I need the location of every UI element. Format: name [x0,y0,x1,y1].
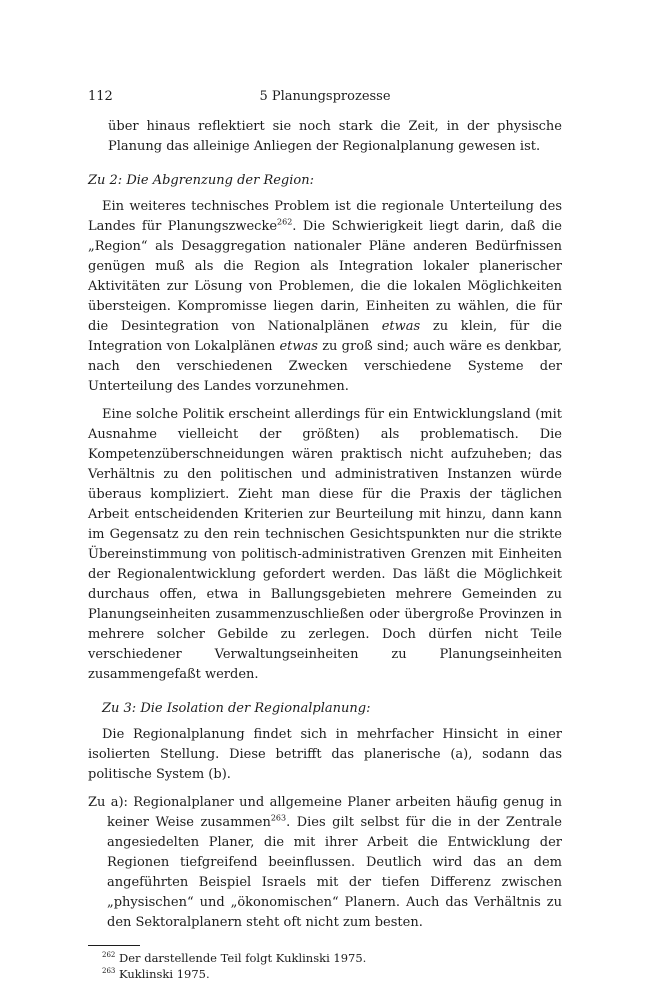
footnote-ref-262[interactable]: 262 [277,217,293,227]
page-number: 112 [88,89,113,104]
section-heading-2: Zu 2: Die Abgrenzung der Region: [88,173,314,188]
section-heading-3: Zu 3: Die Isolation der Regionalplanung: [102,701,371,716]
footnote-263: $^{263}$ Kuklinski 1975. [102,967,210,981]
paragraph-region-division: Ein weiteres technisches Problem ist die regionale Unterteilung des Landes für Planungszwecke$^{262}$. Die Schwierigkeit liegt darin, daß die „Region“ als Desaggregation nationaler Pläne anderen Bedürfnissen genügen muß als die Region als Integration lokaler planerischer Aktivitäten zur Lösung von Problemen, die die lokalen Möglichkeiten übersteigen. Kompromisse liegen darin, Einheiten zu wählen, die für die Desintegration von Nationalplänen etwas zu klein, für die Integration von Lokalplänen etwas zu groß sind; auch wäre es denkbar, nach den verschiedenen Zwecken verschiedene Systeme der Unterteilung des Landes vorzunehmen. [88,199,562,394]
page-body [88,117,562,982]
running-title: 5 Planungsprozesse [259,89,391,104]
continued-paragraph: über hinaus reflektiert sie noch stark die Zeit, in der physische Planung das alleinige Anliegen der Regionalplanung gewesen ist. [108,119,562,154]
footnote-ref-263[interactable]: 263 [270,813,287,823]
footnote-divider [88,945,140,946]
paragraph-isolation: Die Regionalplanung findet sich in mehrfacher Hinsicht in einer isolierten Stellung. Diese betrifft das planerische (a), sodann das politische System (b). [88,727,562,782]
footnote-262: $^{262}$ Der darstellende Teil folgt Kuklinski 1975. [102,951,367,965]
paragraph-zu-a: Zu a): Regionalplaner und allgemeine Planer arbeiten häufig genug in keiner Weise zusammen$^{263}$. Dies gilt selbst für die in der Zentrale angesiedelten Planer, die mit ihrer Arbeit die Entwicklung der Regionen tiefgreifend beeinflussen. Deutlich wird das an dem angeführten Beispiel Israels mit der tiefen Differenz zwischen „physischen“ und „ökonomischen“ Planern. Auch das Verhältnis zu den Sektoralplanern steht oft nicht zum besten. [88,795,562,930]
paragraph-policy: Eine solche Politik erscheint allerdings für ein Entwicklungsland (mit Ausnahme vielleicht der größten) als problematisch. Die Kompetenzüberschneidungen wären praktisch nicht aufzuheben; das Verhältnis zu den politischen und administrativen Instanzen würde überaus kompliziert. Zieht man diese für die Praxis der täglichen Arbeit entscheidenden Kriterien zur Beurteilung mit hinzu, dann kann im Gegensatz zu den rein technischen Gesichtspunkten nur die strikte Übereinstimmung von politisch-administrativen Grenzen mit Einheiten der Regionalentwicklung gefordert werden. Das läßt die Möglichkeit durchaus offen, etwa in Ballungsgebieten mehrere Gemeinden zu Planungseinheiten zusammenzuschließen oder übergroße Provinzen in mehrere solcher Gebilde zu zerlegen. Doch dürfen nicht Teile verschiedener Verwaltungseinheiten zu Planungseinheiten zusammengefaßt werden. [88,407,562,682]
